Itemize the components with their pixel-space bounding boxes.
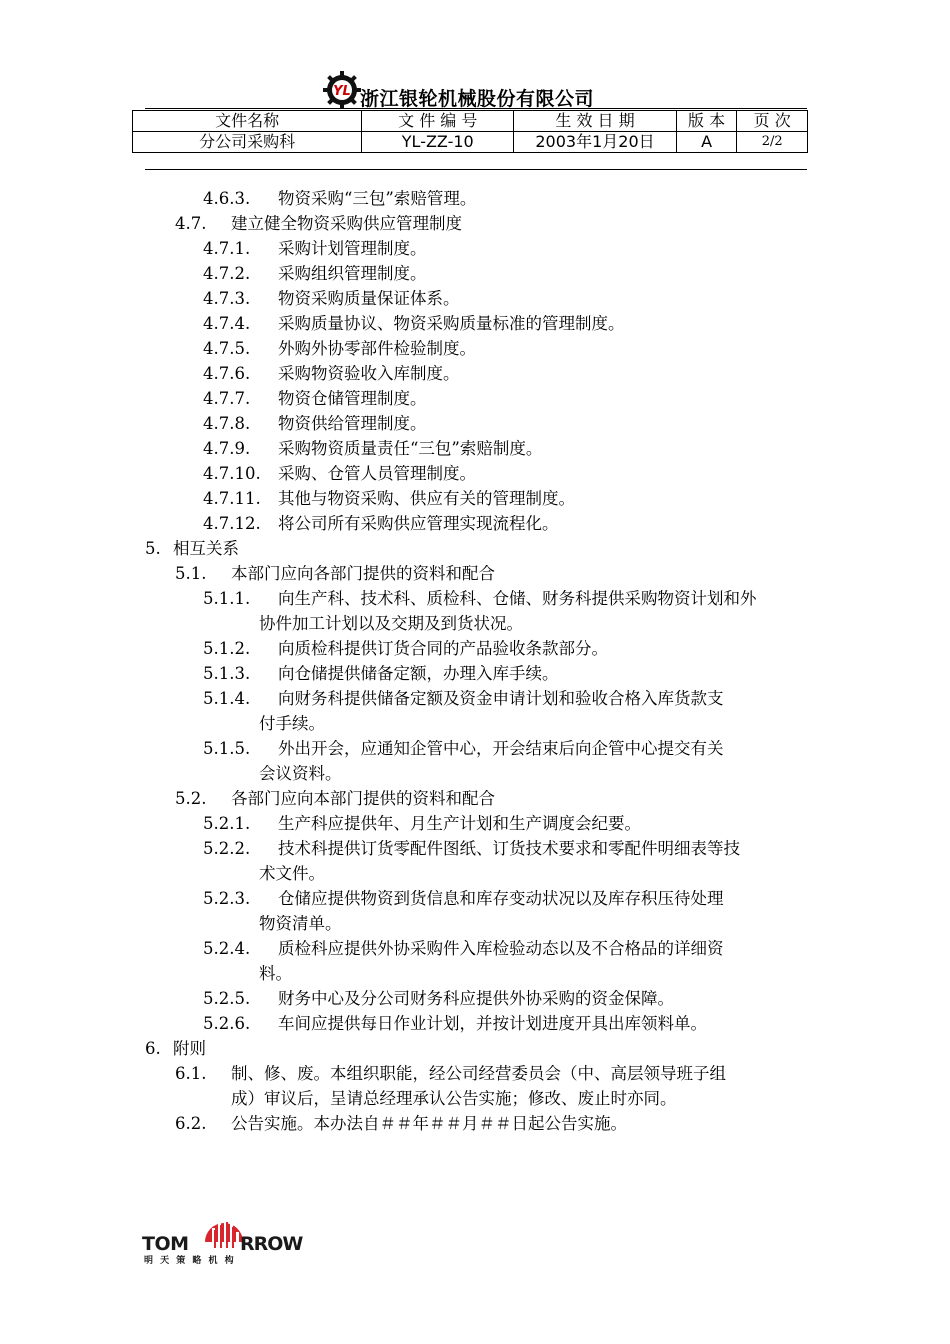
- section-number: 5.: [145, 539, 161, 558]
- clause-5-2-6: [203, 1010, 707, 1034]
- clause-text: 物资供给管理制度。: [278, 414, 427, 433]
- clause-number: 5.1.3.: [203, 664, 251, 683]
- header-rule-bottom: [145, 169, 807, 170]
- section-title: 相互关系: [173, 539, 239, 558]
- clause-text: 其他与物资采购、供应有关的管理制度。: [278, 489, 575, 508]
- clause-4-7-7: [203, 385, 427, 409]
- clause-text: 质检科应提供外协采购件入库检验动态以及不合格品的详细资: [278, 939, 724, 958]
- clause-5-1-5-continued: 会议资料。: [259, 764, 342, 783]
- section-5: [145, 535, 239, 559]
- skyline-mark: [205, 1219, 243, 1250]
- svg-text:明 天 策 略 机 构: 明 天 策 略 机 构: [144, 1256, 236, 1266]
- clause-text: 采购、仓管人员管理制度。: [278, 464, 476, 483]
- clause-number: 4.7.10.: [203, 464, 261, 483]
- clause-text: 物资采购质量保证体系。: [278, 289, 460, 308]
- clause-5-2: [175, 785, 495, 809]
- clause-text: 采购物资质量责任“三包”索赔制度。: [278, 439, 543, 458]
- clause-number: 5.2.1.: [203, 814, 251, 833]
- section-title: 附则: [173, 1039, 206, 1058]
- clause-5-1-3: [203, 660, 559, 684]
- clause-number: 5.2.4.: [203, 939, 251, 958]
- clause-number: 4.7.12.: [203, 514, 261, 533]
- clause-5-2-2-continued: 术文件。: [259, 864, 325, 883]
- svg-text:YL: YL: [333, 84, 351, 99]
- clause-5-1-2: [203, 635, 608, 659]
- clause-number: 5.1.: [175, 564, 207, 583]
- company-logo-icon: [322, 70, 362, 110]
- clause-number: 4.7.6.: [203, 364, 251, 383]
- value-version: A: [676, 132, 737, 153]
- clause-number: 5.2.3.: [203, 889, 251, 908]
- clause-number: 4.7.9.: [203, 439, 251, 458]
- section-number: 6.: [145, 1039, 161, 1058]
- tomorrow-logo-icon: [142, 1210, 304, 1266]
- clause-number: 6.2.: [175, 1114, 207, 1133]
- clause-text: 向质检科提供订货合同的产品验收条款部分。: [278, 639, 608, 658]
- clause-4-7-12: [203, 510, 559, 534]
- clause-number: 4.7.3.: [203, 289, 251, 308]
- value-file-number: YL-ZZ-10: [362, 132, 514, 153]
- clause-text: 生产科应提供年、月生产计划和生产调度会纪要。: [278, 814, 641, 833]
- clause-4-7-1: [203, 235, 427, 259]
- clause-4-7-2: [203, 260, 427, 284]
- clause-4-7-4: [203, 310, 625, 334]
- clause-text: 采购计划管理制度。: [278, 239, 427, 258]
- clause-text: 制、修、废。本组织职能，经公司经营委员会（中、高层领导班子组: [231, 1064, 726, 1083]
- clause-number: 4.7.11.: [203, 489, 261, 508]
- clause-number: 5.2.5.: [203, 989, 251, 1008]
- clause-text: 外出开会，应通知企管中心，开会结束后向企管中心提交有关: [278, 739, 724, 758]
- clause-text: 财务中心及分公司财务科应提供外协采购的资金保障。: [278, 989, 674, 1008]
- clause-number: 4.7.: [175, 214, 207, 233]
- clause-number: 4.7.2.: [203, 264, 251, 283]
- clause-5-2-3-continued: 物资清单。: [259, 914, 342, 933]
- clause-number: 6.1.: [175, 1064, 207, 1083]
- clause-5-2-5: [203, 985, 674, 1009]
- clause-6-1: [175, 1060, 726, 1084]
- clause-number: 5.1.1.: [203, 589, 251, 608]
- clause-number: 5.2.6.: [203, 1014, 251, 1033]
- label-page: 页 次: [737, 111, 808, 132]
- clause-text: 公告实施。本办法自＃＃年＃＃月＃＃日起公告实施。: [231, 1114, 627, 1133]
- clause-4-7-5: [203, 335, 476, 359]
- clause-4-7-6: [203, 360, 460, 384]
- clause-number: 5.1.4.: [203, 689, 251, 708]
- clause-number: 4.7.1.: [203, 239, 251, 258]
- clause-4-7-11: [203, 485, 575, 509]
- clause-4-7-9: [203, 435, 542, 459]
- clause-5-1-4: [203, 685, 724, 709]
- clause-5-1-5: [203, 735, 724, 759]
- clause-number: 4.6.3.: [203, 189, 251, 208]
- clause-text: 车间应提供每日作业计划，并按计划进度开具出库领料单。: [278, 1014, 707, 1033]
- clause-number: 5.2.2.: [203, 839, 251, 858]
- clause-5-2-1: [203, 810, 641, 834]
- info-label-row: [133, 111, 808, 132]
- clause-6-2: [175, 1110, 627, 1134]
- clause-4-7-8: [203, 410, 427, 434]
- clause-5-2-4-continued: 料。: [259, 964, 292, 983]
- clause-text: 采购质量协议、物资采购质量标准的管理制度。: [278, 314, 625, 333]
- clause-text: 建立健全物资采购供应管理制度: [231, 214, 462, 233]
- clause-text: 采购物资验收入库制度。: [278, 364, 460, 383]
- info-value-row: [133, 132, 808, 153]
- clause-4-6-3: [203, 185, 476, 209]
- clause-number: 5.2.: [175, 789, 207, 808]
- clause-5-1-1-continued: 协件加工计划以及交期及到货状况。: [259, 614, 523, 633]
- company-name: 浙江银轮机械股份有限公司: [360, 88, 595, 110]
- clause-number: 4.7.4.: [203, 314, 251, 333]
- clause-text: 采购组织管理制度。: [278, 264, 427, 283]
- clause-4-7-10: [203, 460, 476, 484]
- header-rule-top: [145, 108, 807, 109]
- clause-text: 物资采购“三包”索赔管理。: [278, 189, 477, 208]
- clause-text: 仓储应提供物资到货信息和库存变动状况以及库存积压待处理: [278, 889, 724, 908]
- svg-text:TOM: TOM: [142, 1233, 189, 1255]
- clause-5-1-4-continued: 付手续。: [259, 714, 325, 733]
- value-effective-date: 2003年1月20日: [514, 132, 676, 153]
- document-info-table: [132, 110, 808, 153]
- svg-text:RROW: RROW: [240, 1233, 303, 1255]
- company-header: [322, 70, 642, 110]
- clause-number: 5.1.2.: [203, 639, 251, 658]
- clause-text: 将公司所有采购供应管理实现流程化。: [278, 514, 559, 533]
- clause-text: 外购外协零部件检验制度。: [278, 339, 476, 358]
- value-file-name: 分公司采购科: [133, 132, 362, 153]
- section-6: [145, 1035, 206, 1059]
- clause-6-1-continued: 成）审议后，呈请总经理承认公告实施；修改、废止时亦同。: [231, 1089, 677, 1108]
- clause-5-1-1: [203, 585, 757, 609]
- clause-5-2-4: [203, 935, 724, 959]
- clause-text: 本部门应向各部门提供的资料和配合: [231, 564, 495, 583]
- label-file-name: 文件名称: [133, 111, 362, 132]
- label-effective-date: 生 效 日 期: [514, 111, 676, 132]
- clause-5-2-2: [203, 835, 740, 859]
- clause-4-7-3: [203, 285, 460, 309]
- clause-4-7: [175, 210, 462, 234]
- clause-number: 4.7.8.: [203, 414, 251, 433]
- clause-number: 4.7.7.: [203, 389, 251, 408]
- clause-number: 4.7.5.: [203, 339, 251, 358]
- value-page: 2/2: [737, 132, 808, 153]
- clause-text: 向生产科、技术科、质检科、仓储、财务科提供采购物资计划和外: [278, 589, 757, 608]
- label-file-number: 文 件 编 号: [362, 111, 514, 132]
- clause-text: 各部门应向本部门提供的资料和配合: [231, 789, 495, 808]
- label-version: 版 本: [676, 111, 737, 132]
- clause-text: 向财务科提供储备定额及资金申请计划和验收合格入库货款支: [278, 689, 724, 708]
- clause-number: 5.1.5.: [203, 739, 251, 758]
- clause-5-2-3: [203, 885, 724, 909]
- clause-text: 技术科提供订货零配件图纸、订货技术要求和零配件明细表等技: [278, 839, 740, 858]
- clause-text: 物资仓储管理制度。: [278, 389, 427, 408]
- clause-text: 向仓储提供储备定额，办理入库手续。: [278, 664, 559, 683]
- clause-5-1: [175, 560, 495, 584]
